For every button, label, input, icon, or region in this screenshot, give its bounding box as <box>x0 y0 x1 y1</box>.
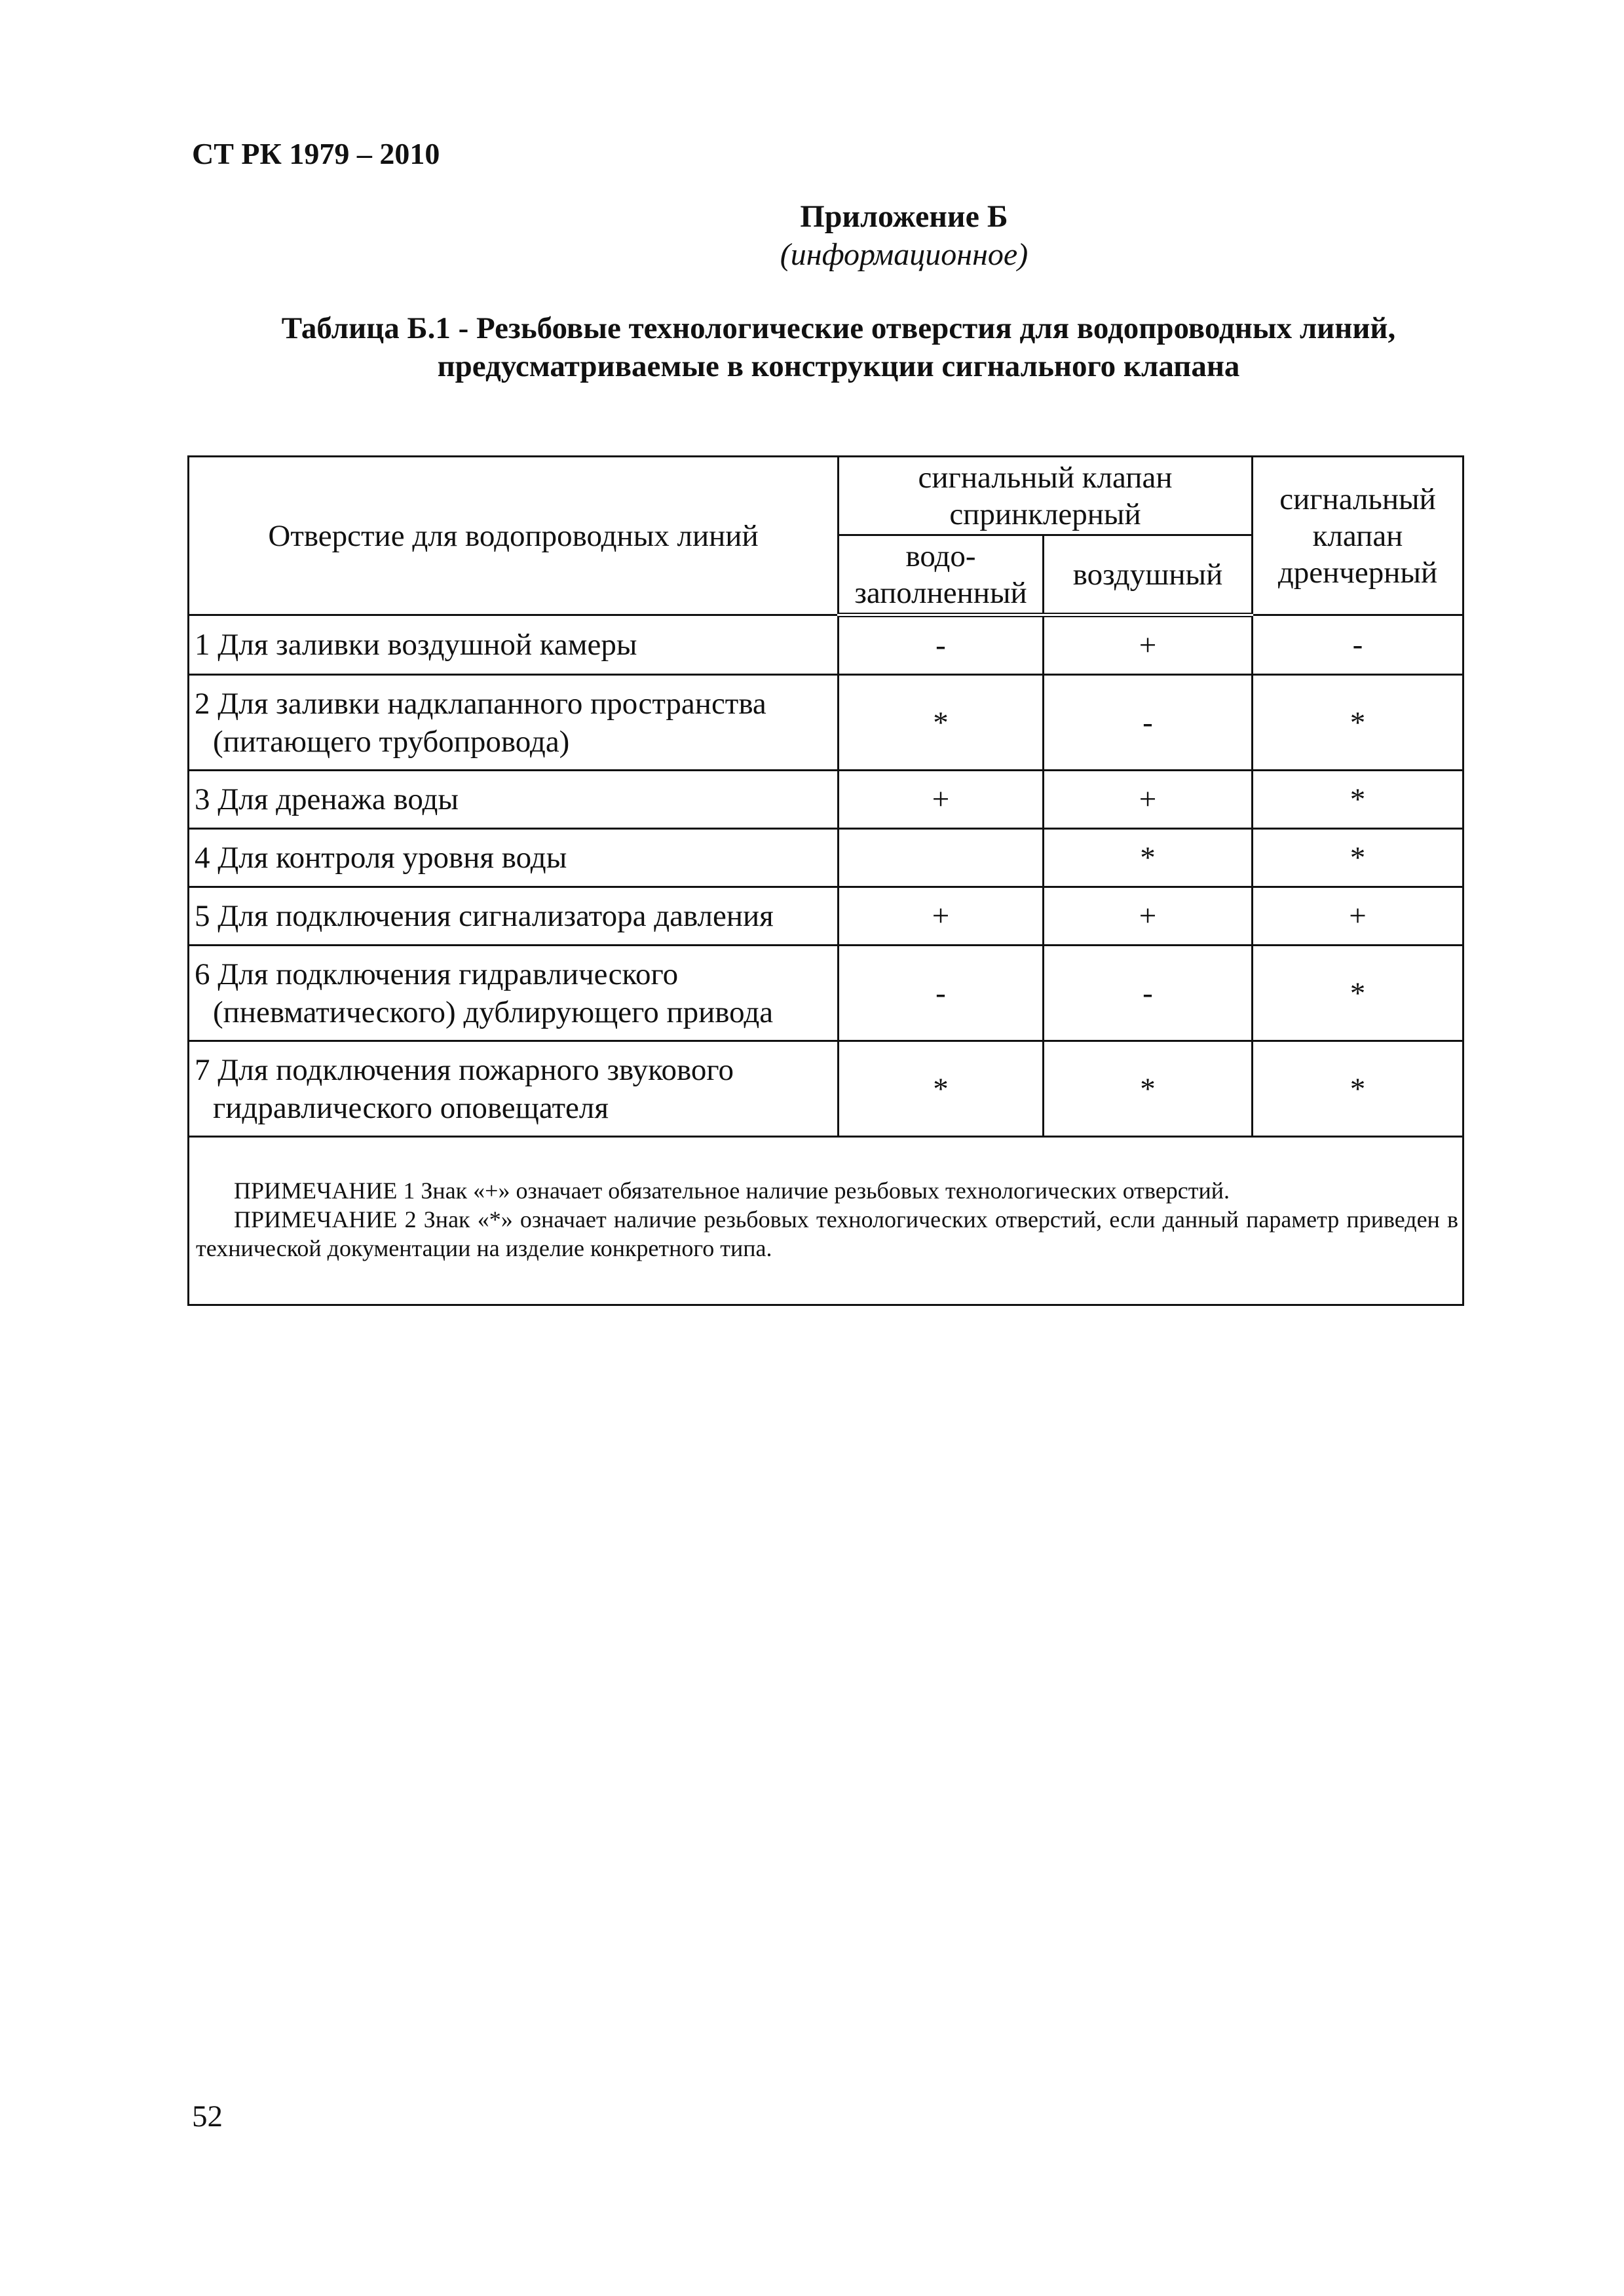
table-row <box>189 887 1463 946</box>
header-water-line-2: заполненный <box>854 575 1027 610</box>
table-row <box>189 615 1463 675</box>
cell-air: + <box>1044 615 1253 675</box>
table-row <box>189 946 1463 1041</box>
cell-water-filled: - <box>839 946 1044 1041</box>
cell-air: - <box>1044 946 1253 1041</box>
row-label-line-1: 1 Для заливки воздушной камеры <box>195 628 637 662</box>
row-label <box>189 615 839 675</box>
cell-air: + <box>1044 887 1253 946</box>
row-label <box>189 829 839 887</box>
table-notes <box>189 1137 1463 1305</box>
table-caption-line-1: Таблица Б.1 - Резьбовые технологические отверстия для водопроводных линий, <box>281 311 1396 345</box>
appendix-title: Приложение Б <box>800 199 1008 234</box>
header-deluge-line-2: клапан <box>1312 518 1403 553</box>
cell-air: + <box>1044 771 1253 829</box>
row-label-line-2: гидравлического оповещателя <box>213 1090 609 1125</box>
table-notes-row <box>189 1137 1463 1305</box>
header-sprinkler-line-1: сигнальный клапан <box>918 460 1173 495</box>
row-label <box>189 1041 839 1137</box>
cell-water-filled: - <box>839 615 1044 675</box>
table-caption <box>131 309 1546 385</box>
cell-water-filled <box>839 829 1044 887</box>
header-sprinkler-line-2: спринклерный <box>949 497 1141 531</box>
cell-deluge: - <box>1253 615 1463 675</box>
cell-air: * <box>1044 1041 1253 1137</box>
header-deluge <box>1253 457 1463 615</box>
header-deluge-line-1: сигнальный <box>1279 482 1436 516</box>
row-label <box>189 675 839 771</box>
row-label <box>189 946 839 1041</box>
cell-deluge: * <box>1253 771 1463 829</box>
header-opening: Отверстие для водопроводных линий <box>189 457 839 615</box>
table-caption-line-2: предусматриваемые в конструкции сигнального клапана <box>437 349 1240 383</box>
row-label-line-2: (пневматического) дублирующего привода <box>213 995 774 1029</box>
cell-deluge: * <box>1253 675 1463 771</box>
table-row <box>189 771 1463 829</box>
row-label <box>189 887 839 946</box>
header-air: воздушный <box>1044 535 1253 615</box>
note-1: ПРИМЕЧАНИЕ 1 Знак «+» означает обязательное наличие резьбовых технологических отверстий. <box>234 1177 1230 1204</box>
cell-water-filled: * <box>839 675 1044 771</box>
row-label-line-1: 5 Для подключения сигнализатора давления <box>195 899 774 933</box>
table-row <box>189 1041 1463 1137</box>
table-row <box>189 829 1463 887</box>
row-label-line-1: 3 Для дренажа воды <box>195 782 459 816</box>
cell-deluge: * <box>1253 946 1463 1041</box>
standard-code: СТ РК 1979 – 2010 <box>192 137 440 170</box>
row-label-line-1: 6 Для подключения гидравлического <box>195 957 679 991</box>
header-water-filled <box>839 535 1044 615</box>
valve-openings-table <box>187 455 1464 1306</box>
cell-deluge: * <box>1253 829 1463 887</box>
note-2: ПРИМЕЧАНИЕ 2 Знак «*» означает наличие резьбовых технологических отверстий, если данный параметр приведен в технической документации на изделие конкретного типа. <box>196 1206 1458 1261</box>
cell-water-filled: + <box>839 771 1044 829</box>
cell-water-filled: * <box>839 1041 1044 1137</box>
page-number: 52 <box>192 2099 223 2133</box>
appendix-subtitle: (информационное) <box>780 237 1029 272</box>
table-header-row <box>189 457 1463 535</box>
row-label-line-1: 4 Для контроля уровня воды <box>195 841 567 875</box>
header-deluge-line-3: дренчерный <box>1277 555 1438 590</box>
row-label-line-1: 7 Для подключения пожарного звукового <box>195 1052 734 1087</box>
cell-air: * <box>1044 829 1253 887</box>
cell-deluge: * <box>1253 1041 1463 1137</box>
header-water-line-1: водо- <box>905 539 976 573</box>
row-label-line-2: (питающего трубопровода) <box>213 724 570 759</box>
cell-water-filled: + <box>839 887 1044 946</box>
row-label-line-1: 2 Для заливки надклапанного пространства <box>195 686 766 721</box>
cell-air: - <box>1044 675 1253 771</box>
header-sprinkler-group <box>839 457 1253 535</box>
row-label <box>189 771 839 829</box>
cell-deluge: + <box>1253 887 1463 946</box>
table-row <box>189 675 1463 771</box>
